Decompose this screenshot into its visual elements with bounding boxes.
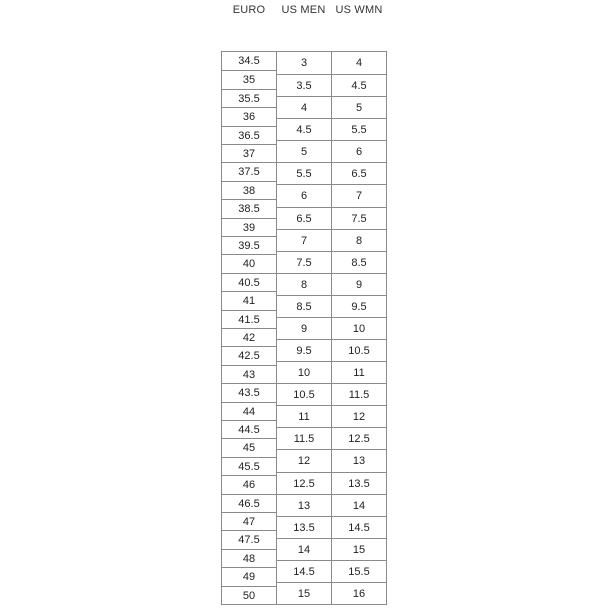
- us-men-size-cell: 14: [277, 538, 331, 560]
- us-wmn-size-cell: 8.5: [332, 251, 386, 273]
- euro-size-cell: 40.5: [222, 273, 276, 291]
- euro-size-cell: 41.5: [222, 310, 276, 328]
- us-men-size-cell: 8: [277, 273, 331, 295]
- header-us-men: US MEN: [281, 4, 326, 16]
- us-men-size-cell: 6: [277, 184, 331, 207]
- us-men-size-cell: 12.5: [277, 472, 331, 494]
- us-wmn-size-cell: 7: [332, 184, 386, 207]
- euro-size-cell: 48: [222, 549, 276, 567]
- us-men-size-cell: 7: [277, 229, 331, 251]
- euro-size-cell: 35: [222, 70, 276, 89]
- us-men-size-cell: 15: [277, 582, 331, 604]
- us-wmn-size-cell: 5.5: [332, 118, 386, 140]
- euro-size-cell: 35.5: [222, 89, 276, 107]
- us-men-size-cell: 11: [277, 405, 331, 427]
- euro-size-cell: 47.5: [222, 530, 276, 549]
- us-wmn-size-cell: 13.5: [332, 472, 386, 494]
- us-men-size-cell: 6.5: [277, 207, 331, 229]
- us-wmn-size-cell: 7.5: [332, 207, 386, 229]
- us-men-size-cell: 3: [300, 57, 308, 69]
- euro-size-cell: 40: [222, 254, 276, 273]
- us-men-size-cell: 7.5: [277, 251, 331, 273]
- euro-size-cell: 42.5: [222, 346, 276, 365]
- euro-size-cell: 38: [222, 181, 276, 199]
- us-men-size-cell: 8.5: [277, 295, 331, 317]
- us-wmn-size-cell: 10: [332, 317, 386, 339]
- euro-size-cell: 45: [222, 438, 276, 457]
- us-wmn-size-cell: 16: [332, 582, 386, 604]
- us-wmn-size-cell: 14: [332, 494, 386, 516]
- us-men-size-cell: 10.5: [277, 383, 331, 405]
- euro-size-cell: 46: [222, 475, 276, 494]
- euro-size-cell: 39.5: [222, 236, 276, 254]
- us-wmn-size-cell: 11: [332, 361, 386, 383]
- us-men-size-cell: 9: [277, 317, 331, 339]
- euro-size-cell: 43.5: [222, 383, 276, 402]
- us-wmn-size-cell: 15.5: [332, 560, 386, 582]
- us-men-size-cell: 14.5: [277, 560, 331, 582]
- euro-size-cell: 46.5: [222, 494, 276, 512]
- euro-size-cell: 44: [222, 402, 276, 420]
- us-wmn-size-cell: 12: [332, 405, 386, 427]
- us-men-size-cell: 9.5: [277, 339, 331, 361]
- us-men-size-cell: 4.5: [277, 118, 331, 140]
- header-euro: EURO: [232, 4, 266, 16]
- header-us-wmn: US WMN: [335, 4, 383, 16]
- euro-size-cell: 50: [222, 586, 276, 604]
- us-men-size-cell: 13.5: [277, 516, 331, 538]
- us-men-size-column: [276, 51, 332, 605]
- us-wmn-size-cell: 14.5: [332, 516, 386, 538]
- us-wmn-size-cell: 11.5: [332, 383, 386, 405]
- us-men-size-cell: 12: [277, 449, 331, 472]
- us-wmn-size-cell: 8: [332, 229, 386, 251]
- us-men-size-cell: 11.5: [277, 427, 331, 449]
- euro-size-cell: 49: [222, 567, 276, 586]
- euro-size-cell: 37: [222, 144, 276, 162]
- euro-size-cell: 42: [222, 328, 276, 346]
- us-wmn-size-cell: 6.5: [332, 162, 386, 184]
- us-men-size-cell: 3.5: [277, 74, 331, 96]
- euro-size-cell: 47: [222, 512, 276, 530]
- us-men-size-cell: 13: [277, 494, 331, 516]
- euro-size-cell: 38.5: [222, 199, 276, 218]
- us-men-size-cell: 5: [277, 140, 331, 162]
- us-wmn-size-cell: 4.5: [332, 74, 386, 96]
- us-men-size-cell: 4: [277, 96, 331, 118]
- us-wmn-size-cell: 9: [332, 273, 386, 295]
- euro-size-cell: 36: [222, 107, 276, 126]
- euro-size-cell: 39: [222, 218, 276, 236]
- euro-size-cell: 43: [222, 365, 276, 383]
- us-men-size-cell: 5.5: [277, 162, 331, 184]
- euro-size-cell: 37.5: [222, 162, 276, 181]
- us-wmn-size-cell: 4: [355, 57, 363, 69]
- euro-size-cell: 44.5: [222, 420, 276, 438]
- euro-size-cell: 34.5: [238, 55, 260, 67]
- us-men-size-cell: 10: [277, 361, 331, 383]
- us-wmn-size-cell: 15: [332, 538, 386, 560]
- euro-size-cell: 41: [222, 291, 276, 310]
- euro-size-cell: 45.5: [222, 457, 276, 475]
- us-wmn-size-column: [331, 51, 387, 605]
- us-wmn-size-cell: 12.5: [332, 427, 386, 449]
- us-wmn-size-cell: 6: [332, 140, 386, 162]
- euro-size-column: [221, 51, 277, 605]
- us-wmn-size-cell: 10.5: [332, 339, 386, 361]
- us-wmn-size-cell: 9.5: [332, 295, 386, 317]
- us-wmn-size-cell: 5: [332, 96, 386, 118]
- euro-size-cell: 36.5: [222, 126, 276, 144]
- us-wmn-size-cell: 13: [332, 449, 386, 472]
